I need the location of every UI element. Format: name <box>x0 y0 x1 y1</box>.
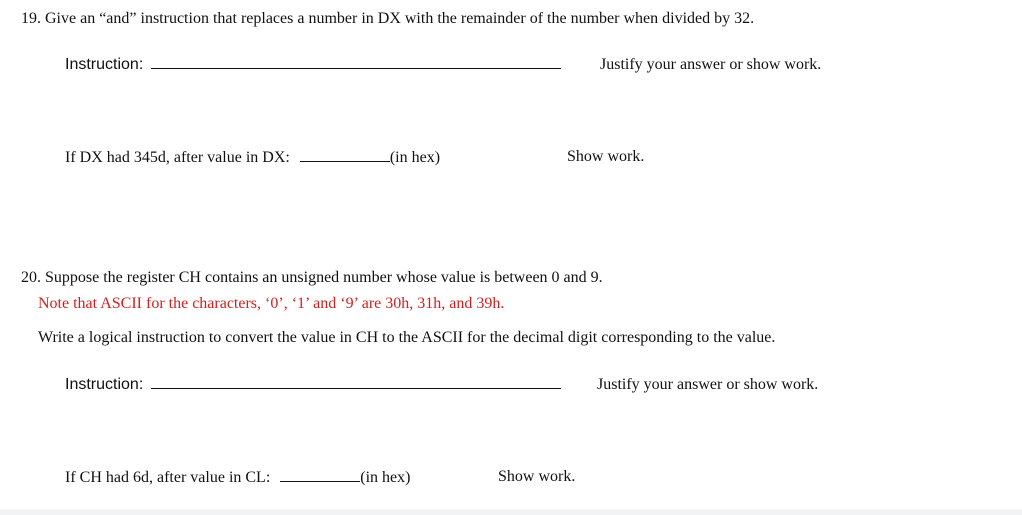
q20-show-work: Show work. <box>498 468 576 485</box>
q19-if-label: If DX had 345d, after value in DX: <box>65 149 290 166</box>
q20-in-hex: (in hex) <box>360 469 411 486</box>
q19-instruction-row <box>65 54 561 75</box>
q20-instruction-label: Instruction: <box>65 376 144 393</box>
q20-value-blank[interactable] <box>280 467 360 482</box>
q19-instruction-blank[interactable] <box>151 54 561 69</box>
q20-instruction-row <box>65 374 561 395</box>
q19-value-blank[interactable] <box>300 147 390 162</box>
q19-question: 19. Give an “and” instruction that replaces a number in DX with the remainder of the number when divided by 32. <box>21 10 755 27</box>
q20-note: Note that ASCII for the characters, ‘0’, ‘1’ and ‘9’ are 30h, 31h, and 39h. <box>38 295 505 312</box>
q20-if-label: If CH had 6d, after value in CL: <box>65 469 271 486</box>
q19-show-work: Show work. <box>567 148 645 165</box>
q19-instruction-label: Instruction: <box>65 56 144 73</box>
q19-justify-note: Justify your answer or show work. <box>600 56 822 73</box>
q19-in-hex: (in hex) <box>389 149 441 166</box>
q20-justify-note: Justify your answer or show work. <box>597 376 819 393</box>
q20-task: Write a logical instruction to convert the value in CH to the ASCII for the decimal digit corresponding to the value. <box>38 329 776 346</box>
q20-question: 20. Suppose the register CH contains an unsigned number whose value is between 0 and 9. <box>21 269 603 286</box>
q20-value-row <box>65 467 410 488</box>
q20-instruction-blank[interactable] <box>151 374 561 389</box>
q19-value-row <box>65 147 440 168</box>
page-bottom-edge <box>0 509 1022 515</box>
